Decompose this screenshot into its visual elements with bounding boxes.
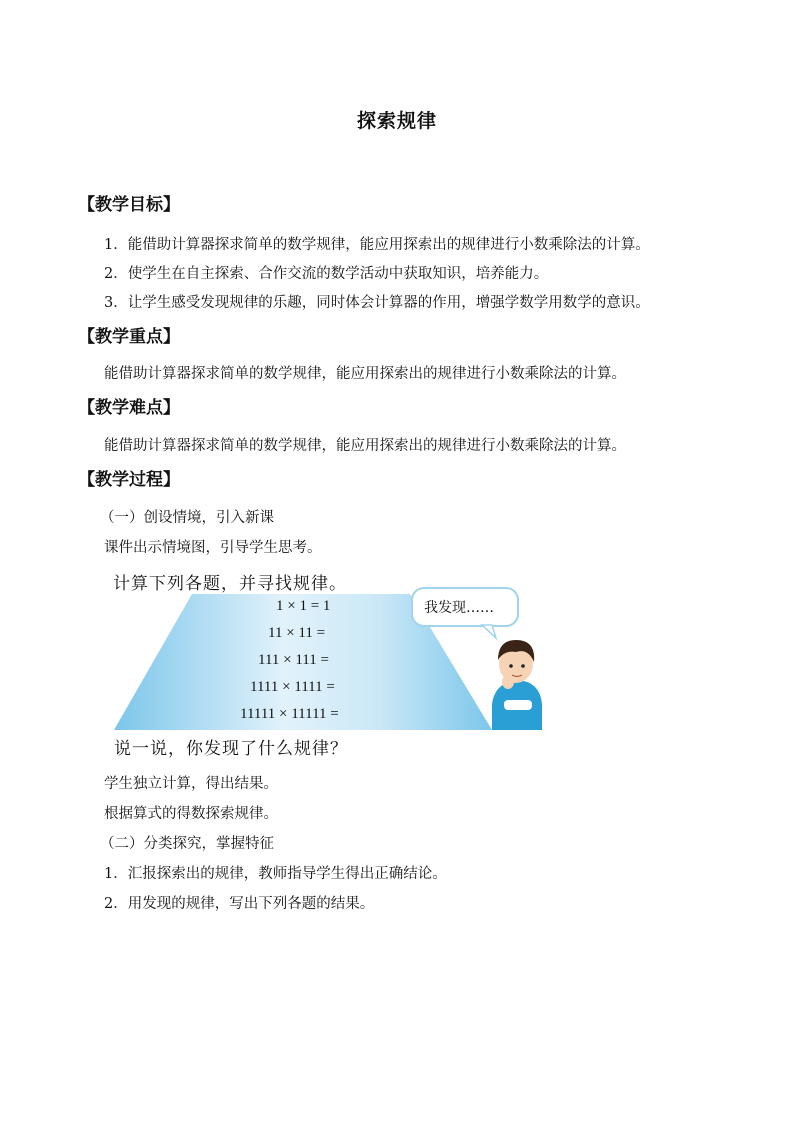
after-figure-line-1: 学生独立计算，得出结果。 <box>104 776 278 792</box>
goal-item-1: 1．能借助计算器探求简单的数学规律，能应用探索出的规律进行小数乘除法的计算。 <box>104 237 650 253</box>
page-title: 探索规律 <box>356 110 437 132</box>
bubble-text: 我发现…… <box>424 600 494 616</box>
goals-heading: 【教学目标】 <box>78 195 180 215</box>
goal-item-2: 2．使学生在自主探索、合作交流的数学活动中获取知识，培养能力。 <box>104 266 549 282</box>
key-text: 能借助计算器探求简单的数学规律，能应用探索出的规律进行小数乘除法的计算。 <box>104 366 626 382</box>
difficulty-text: 能借助计算器探求简单的数学规律，能应用探索出的规律进行小数乘除法的计算。 <box>104 438 626 454</box>
key-heading: 【教学重点】 <box>78 327 180 347</box>
difficulty-heading: 【教学难点】 <box>78 398 180 418</box>
figure-bottom-text: 说一说，你发现了什么规律？ <box>114 739 348 759</box>
equation-5: 11111 × 11111 = <box>240 706 339 722</box>
part2-title: （二）分类探究，掌握特征 <box>100 836 274 852</box>
part1-title: （一）创设情境，引入新课 <box>100 510 274 526</box>
figure-top-text: 计算下列各题，并寻找规律。 <box>113 574 347 594</box>
process-heading: 【教学过程】 <box>78 470 180 490</box>
goal-item-3: 3．让学生感受发现规律的乐趣，同时体会计算器的作用，增强学数学用数学的意识。 <box>104 295 650 311</box>
boy-illustration <box>492 640 542 730</box>
after-figure-line-2: 根据算式的得数探索规律。 <box>104 806 278 822</box>
equation-3: 111 × 111 = <box>258 652 329 668</box>
part2-item-1: 1．汇报探索出的规律，教师指导学生得出正确结论。 <box>104 866 447 882</box>
part1-line: 课件出示情境图，引导学生思考。 <box>104 540 322 556</box>
equation-1: 1 × 1 = 1 <box>276 598 331 614</box>
equation-4: 1111 × 1111 = <box>250 679 335 695</box>
part2-item-2: 2．用发现的规律，写出下列各题的结果。 <box>104 896 375 912</box>
equation-2: 11 × 11 = <box>268 625 326 641</box>
